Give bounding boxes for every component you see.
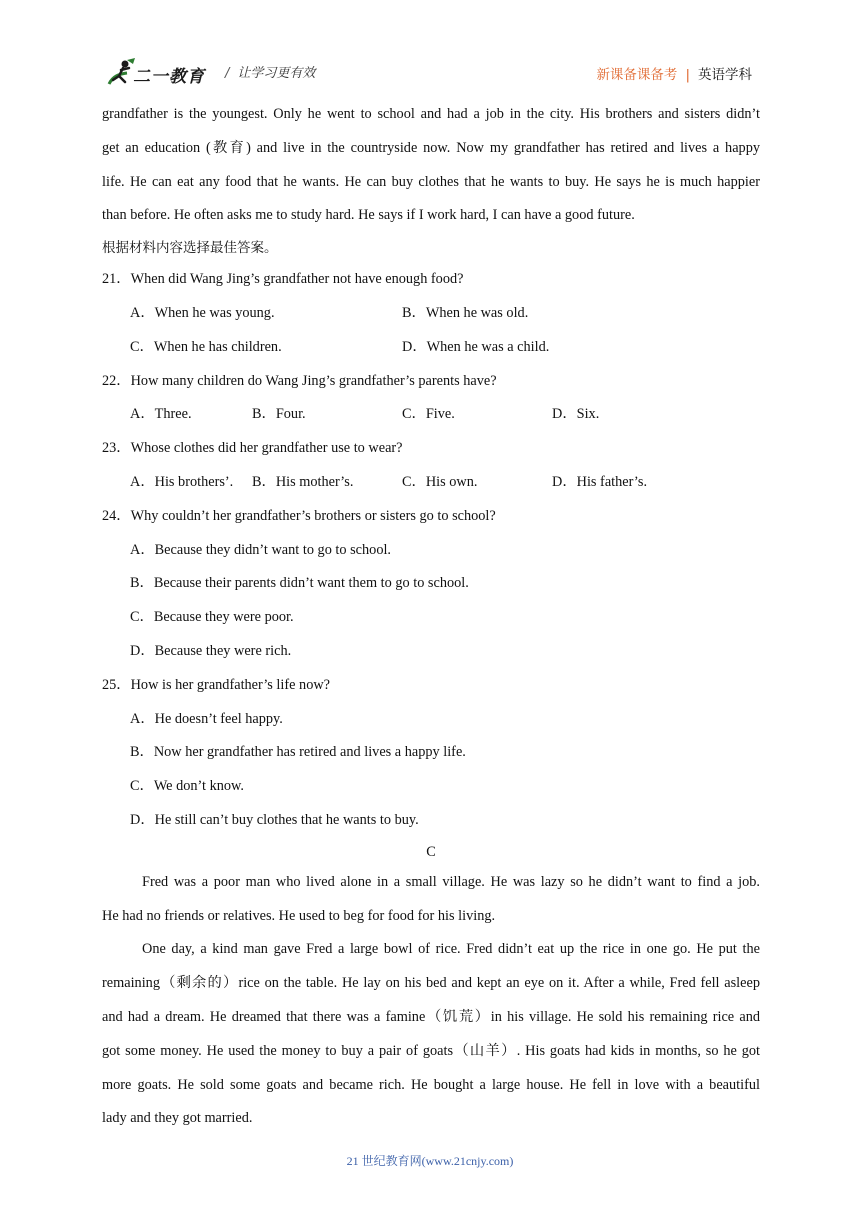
passage-line: Fred was a poor man who lived alone in a small village. He was lazy so he didn’t want to find a job. bbox=[142, 873, 760, 890]
option[interactable]: C．Five. bbox=[402, 406, 455, 423]
question-stem: 22．How many children do Wang Jing’s grandfather’s parents have? bbox=[102, 372, 497, 389]
option-row bbox=[102, 331, 760, 365]
header-course-label: 新课备课备考 bbox=[596, 67, 678, 83]
option[interactable]: D．When he was a child. bbox=[402, 338, 550, 355]
option[interactable]: D．Six. bbox=[552, 406, 600, 423]
option[interactable]: C．His own. bbox=[402, 473, 478, 490]
option[interactable]: B．When he was old. bbox=[402, 304, 529, 321]
question-stem: 21．When did Wang Jing’s grandfather not have enough food? bbox=[102, 271, 464, 288]
option[interactable]: B．His mother’s. bbox=[252, 473, 354, 490]
brand-logo bbox=[103, 56, 215, 90]
slogan-separator: / bbox=[225, 66, 230, 81]
slogan bbox=[225, 62, 315, 81]
passage-line: got some money. He used the money to buy a pair of goats（山羊）. His goats had kids in months, so he got bbox=[102, 1042, 760, 1059]
option[interactable]: B．Now her grandfather has retired and lives a happy life. bbox=[130, 744, 466, 761]
option[interactable]: C．Because they were poor. bbox=[130, 609, 294, 626]
option[interactable]: A．He doesn’t feel happy. bbox=[130, 710, 283, 727]
page-header bbox=[103, 56, 760, 90]
question-stem: 25．How is her grandfather’s life now? bbox=[102, 676, 331, 693]
header-divider: | bbox=[685, 67, 690, 83]
passage-line: grandfather is the youngest. Only he went to school and had a job in the city. His brothers and sisters didn’t bbox=[102, 106, 760, 122]
logo-text: 二一教育 bbox=[133, 67, 205, 87]
option[interactable]: D．Because they were rich. bbox=[130, 642, 292, 659]
header-subject-label: 英语学科 bbox=[698, 67, 752, 83]
option[interactable]: C．We don’t know. bbox=[130, 778, 245, 795]
passage-line: remaining（剩余的）rice on the table. He lay on his bed and kept an eye on it. After a while, Fred fell asleep bbox=[102, 975, 760, 992]
option[interactable]: A．Because they didn’t want to go to school. bbox=[130, 541, 392, 558]
passage-line: lady and they got married. bbox=[102, 1110, 253, 1127]
option[interactable]: D．His father’s. bbox=[552, 473, 648, 490]
option[interactable]: D．He still can’t buy clothes that he wants to buy. bbox=[130, 811, 419, 828]
question-stem: 24．Why couldn’t her grandfather’s brothers or sisters go to school? bbox=[102, 507, 496, 524]
passage-line: life. He can eat any food that he wants. He can buy clothes that he wants to buy. He says he is much happier bbox=[102, 173, 760, 190]
page-content bbox=[102, 98, 760, 1136]
running-figure-icon bbox=[103, 56, 137, 90]
option-row bbox=[102, 297, 760, 331]
passage-line: than before. He often asks me to study hard. He says if I work hard, I can have a good future. bbox=[102, 207, 635, 224]
page-footer[interactable]: 21 世纪教育网(www.21cnjy.com) bbox=[346, 1154, 514, 1168]
header-subject bbox=[596, 63, 752, 83]
instruction: 根据材料内容选择最佳答案。 bbox=[102, 240, 278, 257]
option[interactable]: A．Three. bbox=[130, 406, 192, 423]
slogan-text: 让学习更有效 bbox=[237, 66, 316, 81]
option[interactable]: C．When he has children. bbox=[130, 338, 282, 355]
option[interactable]: A．When he was young. bbox=[130, 304, 275, 321]
question-stem: 23．Whose clothes did her grandfather use to wear? bbox=[102, 440, 403, 457]
passage-line: One day, a kind man gave Fred a large bowl of rice. Fred didn’t eat up the rice in one go. He put the bbox=[142, 941, 760, 958]
passage-line: get an education (教育) and live in the countryside now. Now my grandfather has retired and lives a happy bbox=[102, 139, 760, 156]
passage-line: and had a dream. He dreamed that there was a famine（饥荒）in his village. He sold his remaining rice and bbox=[102, 1008, 760, 1025]
passage-line: more goats. He sold some goats and became rich. He bought a large house. He fell in love with a beautiful bbox=[102, 1076, 760, 1093]
section-title: C bbox=[426, 843, 436, 860]
option[interactable]: A．His brothers’. bbox=[130, 473, 234, 490]
option-row bbox=[102, 398, 760, 432]
option-row bbox=[102, 466, 760, 500]
passage-line: He had no friends or relatives. He used to beg for food for his living. bbox=[102, 907, 496, 924]
option[interactable]: B．Four. bbox=[252, 406, 306, 423]
option[interactable]: B．Because their parents didn’t want them to go to school. bbox=[130, 575, 469, 592]
